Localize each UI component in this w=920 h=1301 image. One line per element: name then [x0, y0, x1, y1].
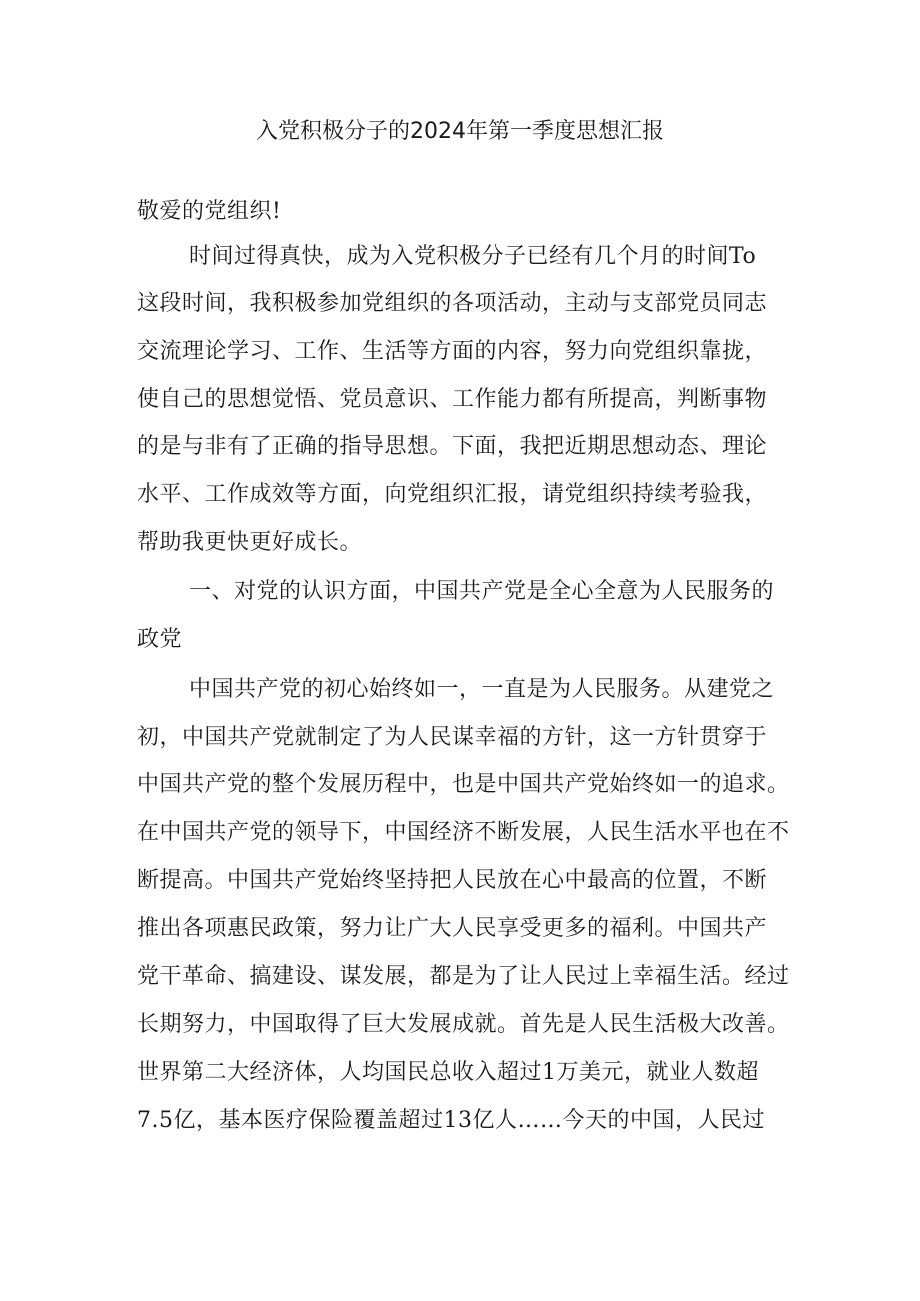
paragraph-1-line-2: 这段时间，我积极参加党组织的各项活动，主动与支部党员同志	[137, 291, 768, 316]
paragraph-2-line-8: 长期努力，中国取得了巨大发展成就。首先是人民生活极大改善。	[137, 1012, 790, 1037]
salutation: 敬爱的党组织!	[137, 199, 282, 224]
paragraph-1-line-3: 交流理论学习、工作、生活等方面的内容，努力向党组织靠拢，	[137, 339, 768, 364]
paragraph-2-line-6: 推出各项惠民政策，努力让广大人民享受更多的福利。中国共产	[137, 916, 768, 941]
paragraph-2-line-7: 党干革命、搞建设、谋发展，都是为了让人民过上幸福生活。经过	[137, 964, 790, 989]
paragraph-1-line-6: 水平、工作成效等方面，向党组织汇报，请党组织持续考验我，	[137, 482, 768, 507]
paragraph-1-line-7: 帮助我更快更好成长。	[137, 530, 363, 555]
paragraph-1-line-4: 使自己的思想觉悟、党员意识、工作能力都有所提高，判断事物	[137, 387, 768, 412]
paragraph-2-line-2: 初，中国共产党就制定了为人民谋幸福的方针，这一方针贯穿于	[137, 725, 768, 750]
section-heading-line-2: 政党	[137, 627, 183, 652]
paragraph-2-line-3: 中国共产党的整个发展历程中，也是中国共产党始终如一的追求。	[137, 772, 790, 797]
document-title: 入党积极分子的2024年第一季度思想汇报	[256, 119, 664, 144]
paragraph-2-line-10: 7.5亿，基本医疗保险覆盖超过13亿人……今天的中国，人民过	[137, 1108, 765, 1133]
section-heading-line-1: 一、对党的认识方面，中国共产党是全心全意为人民服务的	[189, 579, 775, 604]
paragraph-2-line-5: 断提高。中国共产党始终坚持把人民放在心中最高的位置，不断	[137, 868, 768, 893]
paragraph-1-line-1: 时间过得真快，成为入党积极分子已经有几个月的时间To	[189, 244, 757, 269]
paragraph-2-line-1: 中国共产党的初心始终如一，一直是为人民服务。从建党之	[189, 677, 775, 702]
paragraph-2-line-9: 世界第二大经济体，人均国民总收入超过1万美元，就业人数超	[137, 1060, 759, 1085]
paragraph-1-line-5: 的是与非有了正确的指导思想。下面，我把近期思想动态、理论	[137, 434, 768, 459]
paragraph-2-line-4: 在中国共产党的领导下，中国经济不断发展，人民生活水平也在不	[137, 820, 790, 845]
